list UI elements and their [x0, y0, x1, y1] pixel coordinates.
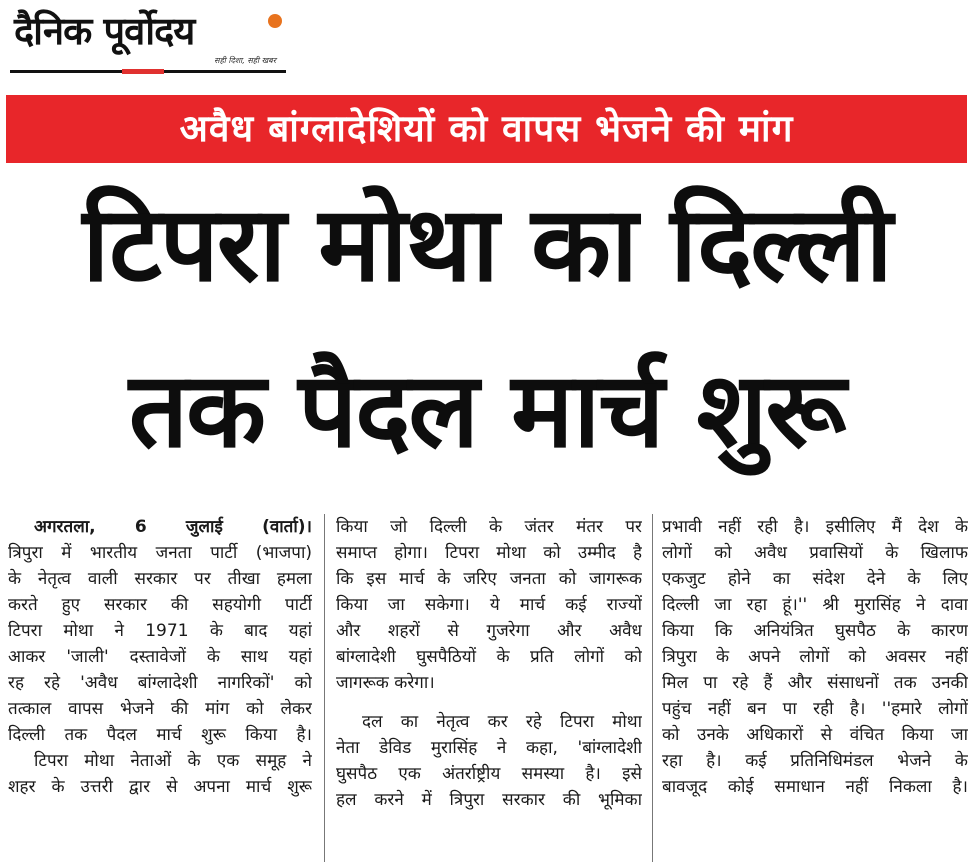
text-line: और शहरों से गुजरेगा और अवैध — [336, 621, 642, 641]
text-line: हल करने में त्रिपुरा सरकार की भूमिका — [336, 790, 642, 810]
text-line: टिपरा मोथा नेताओं के एक समूह ने — [34, 751, 312, 771]
text-line: प्रभावी नहीं रही है। इसीलिए मैं देश के — [662, 517, 968, 537]
text-line: रहा है। कई प्रतिनिधिमंडल भेजने के — [662, 751, 968, 771]
headline-line-1: टिपरा मोथा का दिल्ली — [82, 183, 891, 305]
text-line: आकर 'जाली' दस्तावेजों के साथ यहां — [8, 647, 312, 667]
logo-dot-icon — [268, 14, 282, 28]
kicker-text: अवैध बांग्लादेशियों को वापस भेजने की मांग — [179, 107, 794, 150]
masthead-name: दैनिक पूर्वोदय — [14, 9, 195, 53]
text-line: लोगों को अवैध प्रवासियों के खिलाफ — [662, 543, 968, 563]
text-line: किया जो दिल्ली के जंतर मंतर पर — [336, 517, 642, 537]
text-line: करते हुए सरकार की सहयोगी पार्टी — [8, 595, 312, 615]
column-divider — [652, 514, 653, 862]
text-line: किया जा सकेगा। ये मार्च कई राज्यों — [336, 595, 642, 615]
masthead-tagline: सही दिशा, सही खबर — [214, 56, 276, 65]
text-line: किया कि अनियंत्रित घुसपैठ के कारण — [662, 621, 968, 641]
paragraph-gap — [336, 696, 642, 709]
text-line: दल का नेतृत्व कर रहे टिपरा मोथा — [362, 712, 642, 732]
article-column-3 — [662, 514, 968, 862]
text-line: तत्काल वापस भेजने की मांग को लेकर — [8, 699, 312, 719]
text-line: शहर के उत्तरी द्वार से अपना मार्च शुरू — [8, 777, 312, 797]
article-column-2 — [336, 514, 642, 862]
text-line: त्रिपुरा में भारतीय जनता पार्टी (भाजपा) — [8, 543, 312, 563]
headline-line-2: तक पैदल मार्च शुरू — [128, 349, 845, 471]
text-line: को उनके अधिकारों से वंचित किया जा — [662, 725, 968, 745]
text-line: कि इस मार्च के जरिए जनता को जागरूक — [336, 569, 642, 589]
masthead-rule-accent — [122, 69, 164, 74]
text-line: समाप्त होगा। टिपरा मोथा को उम्मीद है — [336, 543, 642, 563]
text-line: बांग्लादेशी घुसपैठियों के प्रति लोगों को — [336, 647, 642, 667]
text-line: बावजूद कोई समाधान नहीं निकला है। — [662, 777, 968, 797]
text-line: के नेतृत्व वाली सरकार पर तीखा हमला — [8, 569, 312, 589]
article-column-1 — [8, 514, 312, 862]
text-line: मिल पा रहे हैं और संसाधनों तक उनकी — [662, 673, 968, 693]
text-line: दिल्ली जा रहा हूं।'' श्री मुरासिंह ने दावा — [662, 595, 968, 615]
kicker-banner — [6, 95, 967, 163]
dateline: अगरतला, 6 जुलाई (वार्ता)। — [34, 517, 312, 537]
text-line: घुसपैठ एक अंतर्राष्ट्रीय समस्या है। इसे — [336, 764, 642, 784]
text-line: त्रिपुरा के अपने लोगों को अवसर नहीं — [662, 647, 968, 667]
masthead-logo — [10, 6, 286, 72]
text-line: पहुंच नहीं बन पा रही है। ''हमारे लोगों — [662, 699, 968, 719]
text-line: दिल्ली तक पैदल मार्च शुरू किया है। — [8, 725, 312, 745]
text-line: रह रहे 'अवैध बांग्लादेशी नागरिकों' को — [8, 673, 312, 693]
text-line: नेता डेविड मुरासिंह ने कहा, 'बांग्लादेशी — [336, 738, 642, 758]
text-line: एकजुट होने का संदेश देने के लिए — [662, 569, 968, 589]
article-body — [8, 514, 968, 862]
text-line: जागरूक करेगा। — [336, 673, 435, 693]
column-divider — [324, 514, 325, 862]
text-line: टिपरा मोथा ने 1971 के बाद यहां — [8, 621, 312, 641]
